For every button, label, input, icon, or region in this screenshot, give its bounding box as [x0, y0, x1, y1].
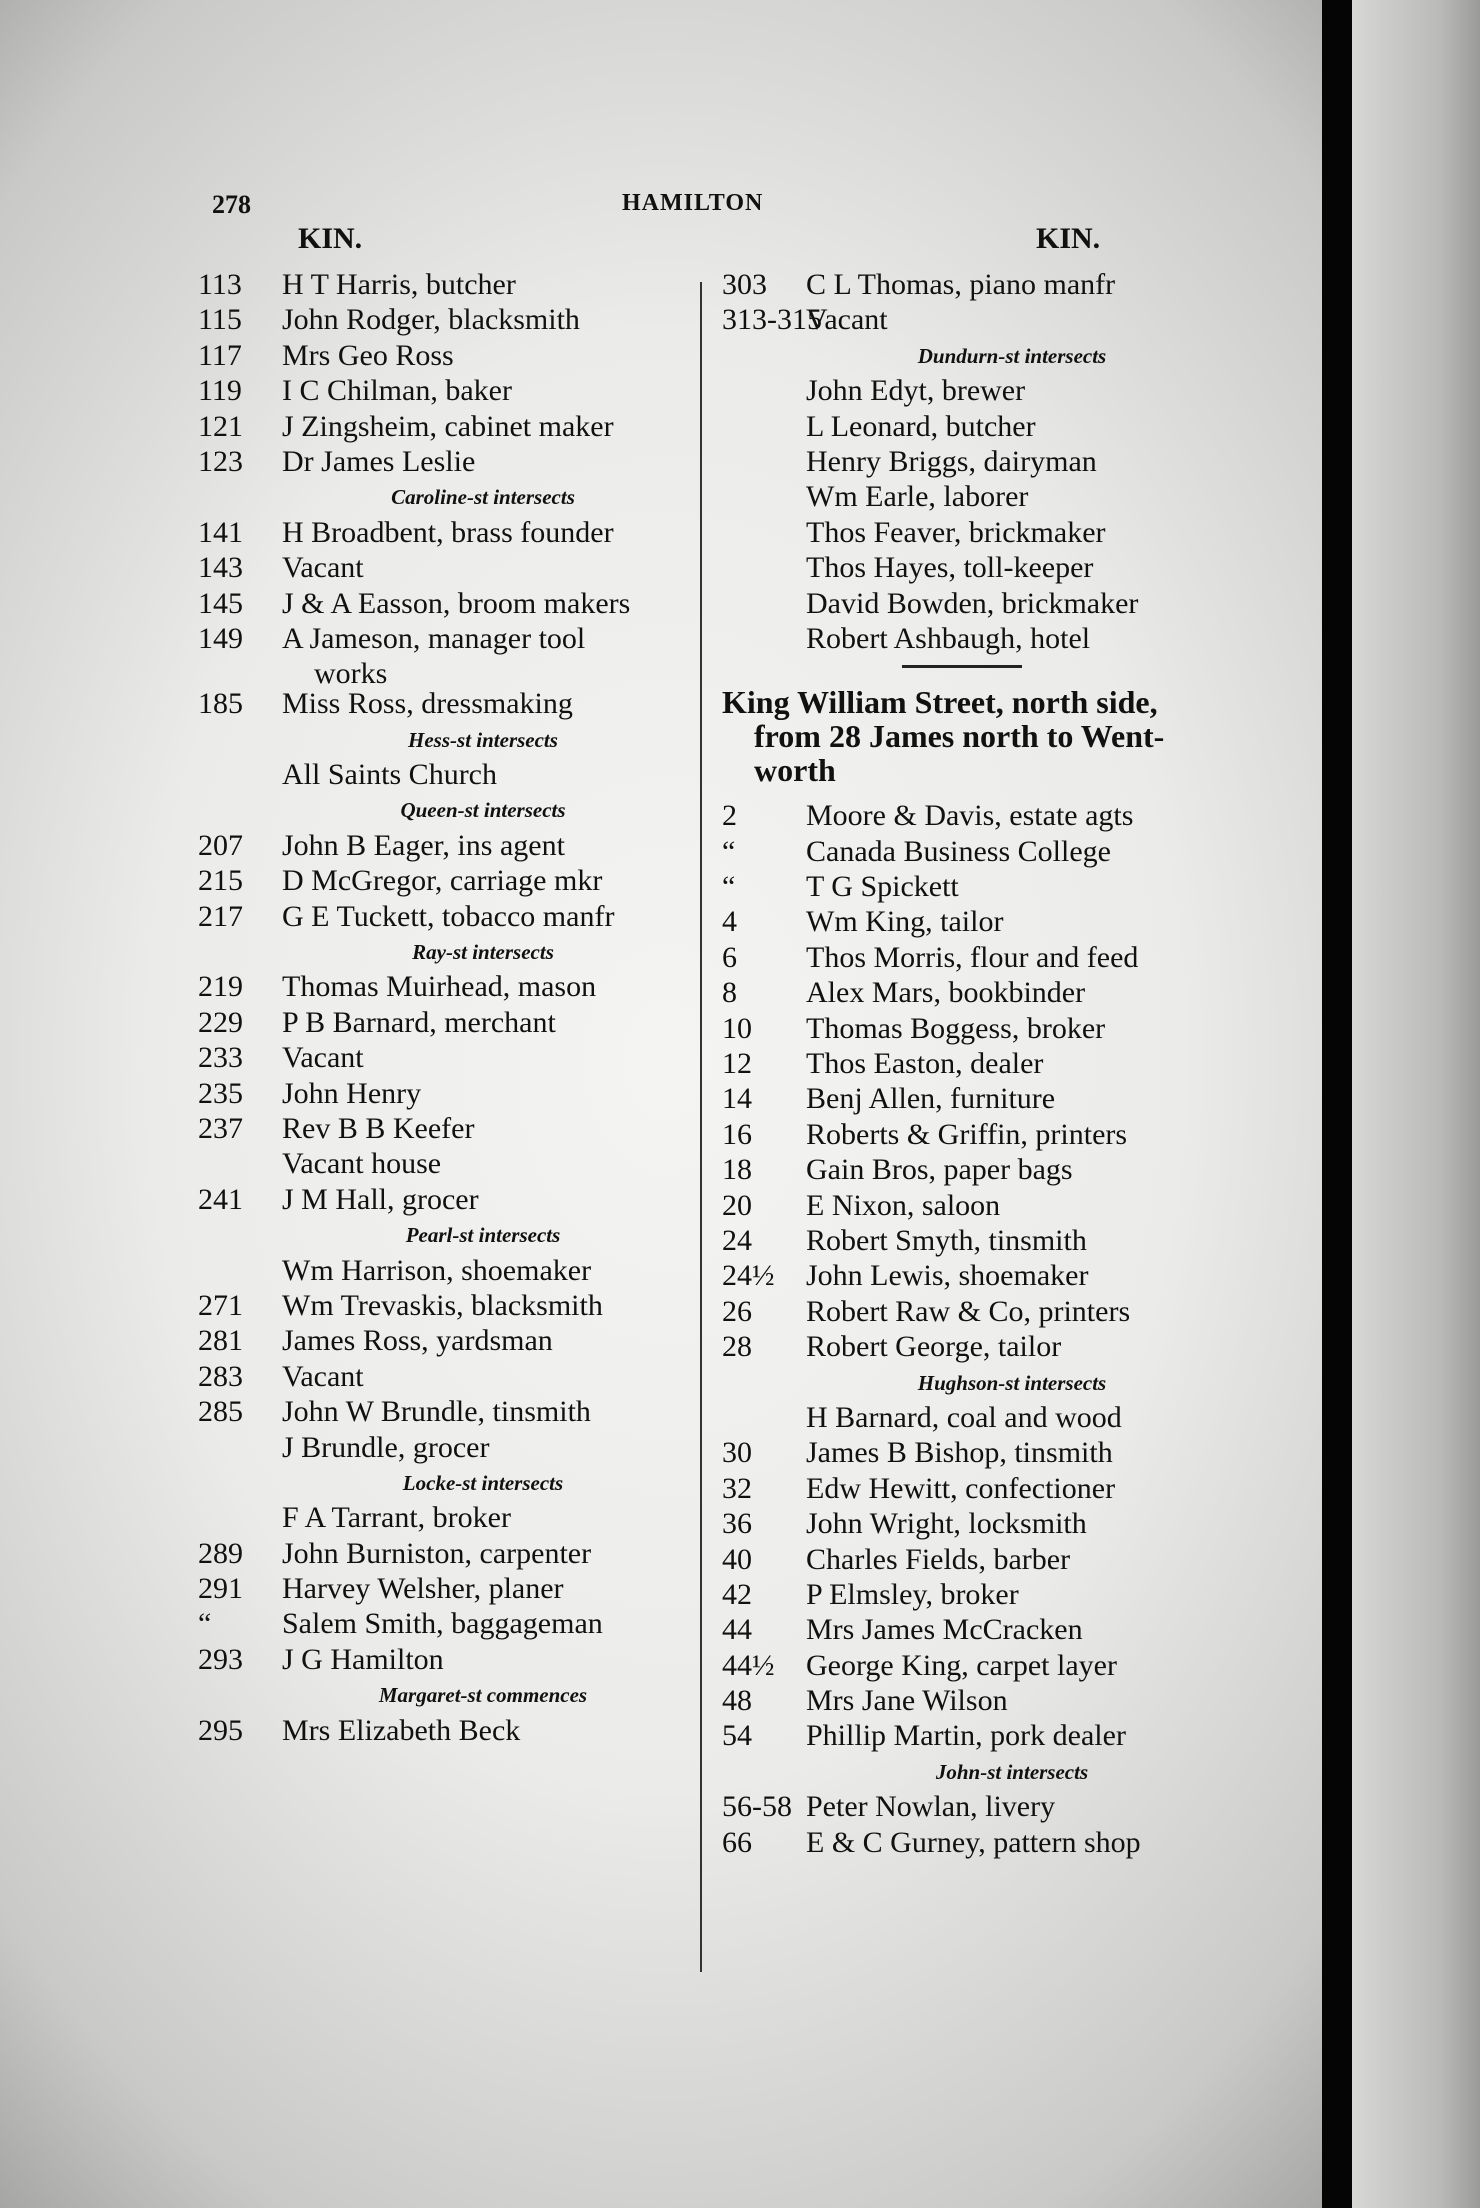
occupant-name: Roberts & Griffin, printers	[806, 1117, 1128, 1151]
occupant-name: P Elmsley, broker	[806, 1577, 1019, 1611]
occupant-name: David Bowden, brickmaker	[806, 586, 1139, 620]
directory-entry	[198, 1324, 698, 1359]
directory-entry	[198, 1006, 698, 1041]
directory-entry	[198, 1254, 698, 1289]
occupant-name: John Rodger, blacksmith	[282, 303, 580, 337]
directory-entry	[722, 1613, 1232, 1648]
occupant-name: Vacant	[282, 1359, 364, 1393]
directory-entry	[722, 1330, 1232, 1365]
street-number: 32	[722, 1471, 752, 1505]
occupant-name: Harvey Welsher, planer	[282, 1572, 564, 1606]
directory-entry	[722, 1826, 1232, 1861]
directory-entry	[198, 1077, 698, 1112]
directory-entry	[722, 410, 1232, 445]
running-title: HAMILTON	[622, 190, 764, 216]
occupant-name: E Nixon, saloon	[806, 1188, 1001, 1222]
street-number: 185	[198, 687, 243, 721]
directory-entry	[722, 1401, 1232, 1436]
street-number: 24½	[722, 1259, 775, 1293]
directory-entry	[198, 587, 698, 622]
occupant-name: Salem Smith, baggageman	[282, 1607, 603, 1641]
occupant-name: John Wright, locksmith	[806, 1507, 1087, 1541]
directory-entry	[198, 1607, 698, 1642]
street-number: “	[722, 834, 736, 868]
street-number: 217	[198, 899, 243, 933]
occupant-name: John Henry	[282, 1076, 422, 1110]
directory-entry	[198, 339, 698, 374]
street-number: 229	[198, 1005, 243, 1039]
occupant-name: J & A Easson, broom makers	[282, 586, 631, 620]
directory-entry	[198, 622, 698, 657]
directory-entry	[722, 1649, 1232, 1684]
section-rule	[722, 657, 1232, 675]
occupant-name: Benj Allen, furniture	[806, 1082, 1056, 1116]
street-number: 237	[198, 1111, 243, 1145]
directory-entry	[722, 1259, 1232, 1294]
directory-entry	[722, 1790, 1232, 1825]
street-number: 289	[198, 1536, 243, 1570]
directory-entry	[722, 1578, 1232, 1613]
street-number: 235	[198, 1076, 243, 1110]
directory-entry	[722, 941, 1232, 976]
column-divider	[700, 282, 702, 1972]
street-number: 48	[722, 1684, 752, 1718]
street-number: 24	[722, 1223, 752, 1257]
street-number: 285	[198, 1395, 243, 1429]
street-intersection-note: Margaret-st commences	[378, 1683, 588, 1708]
occupant-name: J Brundle, grocer	[282, 1430, 490, 1464]
directory-entry	[722, 303, 1232, 338]
occupant-name: James B Bishop, tinsmith	[806, 1436, 1113, 1470]
directory-entry	[198, 687, 698, 722]
directory-entry	[198, 410, 698, 445]
occupant-name: G E Tuckett, tobacco manfr	[282, 899, 615, 933]
directory-entry	[198, 970, 698, 1005]
street-number: 40	[722, 1542, 752, 1576]
occupant-name: L Leonard, butcher	[806, 409, 1036, 443]
directory-entry	[722, 976, 1232, 1011]
occupant-name: works	[314, 657, 388, 691]
directory-entry	[198, 829, 698, 864]
directory-entry	[722, 1189, 1232, 1224]
directory-entry	[722, 1153, 1232, 1188]
street-intersection-note: Pearl-st intersects	[405, 1223, 561, 1248]
occupant-name: J M Hall, grocer	[282, 1182, 479, 1216]
occupant-name: Peter Nowlan, livery	[806, 1790, 1056, 1824]
street-number: 121	[198, 409, 243, 443]
directory-entry	[198, 516, 698, 551]
occupant-name: Phillip Martin, pork dealer	[806, 1719, 1126, 1753]
street-number: 123	[198, 444, 243, 478]
occupant-name: E & C Gurney, pattern shop	[806, 1825, 1141, 1859]
directory-entry	[722, 1224, 1232, 1259]
street-number: “	[198, 1607, 212, 1641]
street-intersection-note: Dundurn-st intersects	[917, 343, 1107, 368]
occupant-name: All Saints Church	[282, 758, 497, 792]
occupant-name: Wm Earle, laborer	[806, 480, 1029, 514]
directory-entry	[198, 445, 698, 480]
directory-entry	[198, 303, 698, 338]
street-number: 149	[198, 621, 243, 655]
directory-entry	[198, 1501, 698, 1536]
street-number: 44	[722, 1613, 752, 1647]
directory-entry	[198, 1360, 698, 1395]
occupant-name: Alex Mars, bookbinder	[806, 976, 1086, 1010]
directory-entry	[722, 1082, 1232, 1117]
street-number: 215	[198, 864, 243, 898]
occupant-name: John Edyt, brewer	[806, 374, 1026, 408]
occupant-name: John B Eager, ins agent	[282, 828, 565, 862]
left-column	[198, 268, 698, 1749]
occupant-name: Robert George, tailor	[806, 1330, 1062, 1364]
occupant-name: Thos Easton, dealer	[806, 1047, 1044, 1081]
street-number: 30	[722, 1436, 752, 1470]
directory-entry	[198, 1431, 698, 1466]
directory-entry	[198, 1643, 698, 1678]
occupant-name: Miss Ross, dressmaking	[282, 687, 573, 721]
street-number: 16	[722, 1117, 752, 1151]
street-number: 313-315	[722, 303, 822, 337]
occupant-name: Mrs Elizabeth Beck	[282, 1713, 521, 1747]
occupant-name: Wm King, tailor	[806, 905, 1004, 939]
occupant-name: John Burniston, carpenter	[282, 1536, 592, 1570]
occupant-name: Robert Raw & Co, printers	[806, 1294, 1131, 1328]
occupant-name: Vacant	[282, 551, 364, 585]
street-number: 219	[198, 970, 243, 1004]
directory-entry	[722, 1436, 1232, 1471]
directory-entry	[198, 1041, 698, 1076]
right-column	[722, 268, 1232, 1861]
occupant-name: C L Thomas, piano manfr	[806, 268, 1116, 301]
occupant-name: Henry Briggs, dairyman	[806, 444, 1097, 478]
heading-line: King William Street, north side,	[722, 684, 1158, 721]
directory-entry	[722, 1118, 1232, 1153]
occupant-name: Thos Feaver, brickmaker	[806, 515, 1106, 549]
street-number: 291	[198, 1572, 243, 1606]
directory-entry	[722, 1472, 1232, 1507]
occupant-name: Gain Bros, paper bags	[806, 1153, 1073, 1187]
book-gutter	[1322, 0, 1352, 2208]
street-intersection-note: Hughson-st intersects	[917, 1370, 1107, 1395]
occupant-name: Canada Business College	[806, 834, 1111, 868]
street-number: 10	[722, 1011, 752, 1045]
street-number: 54	[722, 1719, 752, 1753]
street-number: 233	[198, 1041, 243, 1075]
directory-entry	[198, 900, 698, 935]
occupant-name: Thomas Boggess, broker	[806, 1011, 1106, 1045]
occupant-name: Mrs James McCracken	[806, 1613, 1083, 1647]
directory-entry	[722, 516, 1232, 551]
street-number: “	[722, 870, 736, 904]
street-number: 283	[198, 1359, 243, 1393]
street-intersection-note: Ray-st intersects	[412, 940, 554, 965]
occupant-name: James Ross, yardsman	[282, 1324, 553, 1358]
street-number: 4	[722, 905, 737, 939]
street-number: 143	[198, 551, 243, 585]
directory-entry	[722, 870, 1232, 905]
street-number: 141	[198, 515, 243, 549]
street-number: 241	[198, 1182, 243, 1216]
occupant-name: A Jameson, manager tool	[282, 621, 586, 655]
street-number: 44½	[722, 1648, 775, 1682]
directory-entry	[722, 1047, 1232, 1082]
directory-entry	[198, 1112, 698, 1147]
occupant-name: John W Brundle, tinsmith	[282, 1395, 591, 1429]
directory-entry	[722, 1507, 1232, 1542]
directory-entry	[722, 622, 1232, 657]
occupant-name: Robert Ashbaugh, hotel	[806, 621, 1091, 655]
street-number: 115	[198, 303, 242, 337]
occupant-name: Dr James Leslie	[282, 444, 476, 478]
occupant-name: Vacant house	[282, 1147, 442, 1181]
occupant-name: D McGregor, carriage mkr	[282, 864, 603, 898]
occupant-name: John Lewis, shoemaker	[806, 1259, 1089, 1293]
street-number: 2	[722, 799, 737, 833]
directory-entry	[198, 1537, 698, 1572]
directory-entry	[198, 1395, 698, 1430]
street-number: 145	[198, 586, 243, 620]
street-number: 56-58	[722, 1790, 792, 1824]
occupant-name: Charles Fields, barber	[806, 1542, 1071, 1576]
directory-entry	[722, 1012, 1232, 1047]
directory-entry	[722, 1543, 1232, 1578]
street-number: 28	[722, 1330, 752, 1364]
heading-line: worth	[754, 752, 836, 789]
street-intersection-note: John-st intersects	[935, 1759, 1089, 1784]
occupant-name: J Zingsheim, cabinet maker	[282, 409, 614, 443]
occupant-name: H Broadbent, brass founder	[282, 515, 614, 549]
occupant-name: Vacant	[806, 303, 888, 337]
occupant-name: Thos Morris, flour and feed	[806, 940, 1139, 974]
street-number: 293	[198, 1642, 243, 1676]
occupant-name: Edw Hewitt, confectioner	[806, 1471, 1116, 1505]
street-number: 42	[722, 1577, 752, 1611]
occupant-name: F A Tarrant, broker	[282, 1501, 511, 1535]
directory-entry	[722, 835, 1232, 870]
street-number: 295	[198, 1713, 243, 1747]
directory-entry	[722, 587, 1232, 622]
directory-entry	[198, 374, 698, 409]
directory-entry	[198, 551, 698, 586]
directory-entry	[198, 864, 698, 899]
street-intersection-note: Locke-st intersects	[402, 1470, 564, 1495]
directory-entry	[722, 905, 1232, 940]
occupant-name: Wm Harrison, shoemaker	[282, 1253, 592, 1287]
occupant-name: Wm Trevaskis, blacksmith	[282, 1288, 603, 1322]
right-column-label: KIN.	[1036, 222, 1101, 255]
street-intersection-note: Caroline-st intersects	[391, 485, 575, 510]
occupant-name: Vacant	[282, 1041, 364, 1075]
street-intersection-note: Queen-st intersects	[400, 798, 566, 823]
street-number: 20	[722, 1188, 752, 1222]
street-number: 303	[722, 268, 767, 301]
page-number: 278	[212, 190, 251, 219]
directory-entry	[198, 1714, 698, 1749]
directory-entry	[722, 1684, 1232, 1719]
street-number: 8	[722, 976, 737, 1010]
occupant-name: Thos Hayes, toll-keeper	[806, 551, 1094, 585]
directory-entry	[722, 1719, 1232, 1754]
occupant-name: T G Spickett	[806, 870, 959, 904]
directory-entry	[722, 268, 1232, 303]
directory-entry	[722, 1295, 1232, 1330]
directory-entry	[722, 445, 1232, 480]
occupant-name: Moore & Davis, estate agts	[806, 799, 1134, 833]
street-number: 271	[198, 1288, 243, 1322]
directory-entry	[198, 1289, 698, 1324]
directory-entry	[198, 268, 698, 303]
street-number: 207	[198, 828, 243, 862]
directory-entry	[198, 657, 698, 691]
street-number: 281	[198, 1324, 243, 1358]
directory-entry	[722, 551, 1232, 586]
occupant-name: Mrs Jane Wilson	[806, 1684, 1008, 1718]
street-number: 12	[722, 1047, 752, 1081]
directory-entry	[198, 1147, 698, 1182]
directory-entry	[198, 758, 698, 793]
left-column-label: KIN.	[298, 222, 363, 255]
occupant-name: P B Barnard, merchant	[282, 1005, 556, 1039]
heading-line: from 28 James north to Went-	[754, 718, 1165, 755]
directory-entry	[722, 480, 1232, 515]
occupant-name: Robert Smyth, tinsmith	[806, 1223, 1087, 1257]
directory-entry	[722, 374, 1232, 409]
street-intersection-note: Hess-st intersects	[408, 727, 558, 752]
street-number: 6	[722, 940, 737, 974]
occupant-name: Mrs Geo Ross	[282, 338, 454, 372]
occupant-name: George King, carpet layer	[806, 1648, 1117, 1682]
street-number: 66	[722, 1825, 752, 1859]
street-number: 113	[198, 268, 242, 301]
occupant-name: J G Hamilton	[282, 1642, 444, 1676]
occupant-name: Rev B B Keefer	[282, 1111, 475, 1145]
street-section-heading	[722, 685, 1232, 787]
directory-entry	[198, 1572, 698, 1607]
occupant-name: H Barnard, coal and wood	[806, 1400, 1122, 1434]
directory-entry	[198, 1183, 698, 1218]
occupant-name: Thomas Muirhead, mason	[282, 970, 597, 1004]
occupant-name: H T Harris, butcher	[282, 268, 516, 301]
directory-entry	[722, 799, 1232, 834]
occupant-name: I C Chilman, baker	[282, 374, 512, 408]
street-number: 119	[198, 374, 242, 408]
street-number: 14	[722, 1082, 752, 1116]
street-number: 18	[722, 1153, 752, 1187]
street-number: 26	[722, 1294, 752, 1328]
facing-page-edge	[1352, 0, 1480, 2208]
street-number: 36	[722, 1507, 752, 1541]
street-number: 117	[198, 338, 242, 372]
